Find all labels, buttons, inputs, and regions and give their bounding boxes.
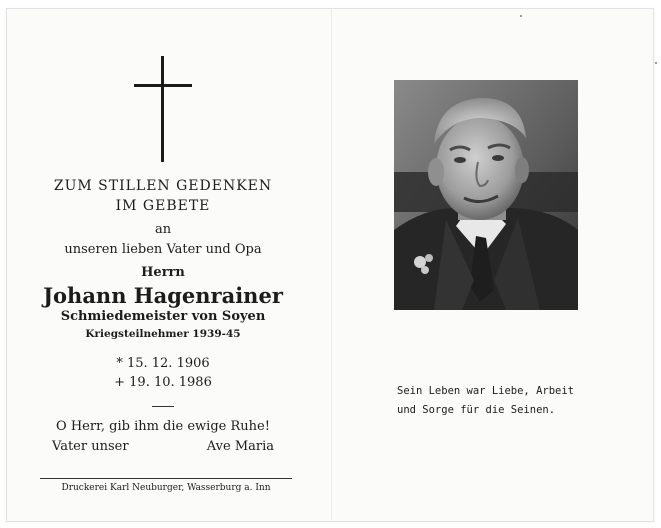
- salutation: Herrn: [141, 265, 185, 280]
- life-dates: [35, 354, 291, 392]
- war-note: Kriegsteilnehmer 1939-45: [85, 328, 241, 340]
- motto-line-1: Sein Leben war Liebe, Arbeit: [397, 385, 575, 397]
- heading-line-1: ZUM STILLEN GEDENKEN: [53, 178, 273, 194]
- divider: [152, 406, 174, 407]
- cross-icon: [134, 56, 192, 162]
- heading-line-2: IM GEBETE: [115, 198, 211, 214]
- prayers-row: [35, 437, 291, 457]
- motto-line-2: und Sorge für die Seinen.: [397, 404, 556, 416]
- death-date: + 19. 10. 1986: [114, 375, 212, 390]
- printer-rule: [40, 478, 292, 479]
- card-fold: [331, 8, 332, 520]
- intro-relation: unseren lieben Vater und Opa: [64, 242, 262, 257]
- prayer-vater-unser: Vater unser: [52, 439, 129, 454]
- intro-an: an: [154, 222, 172, 237]
- birth-date: * 15. 12. 1906: [116, 356, 210, 371]
- motto: [397, 382, 597, 420]
- paper-speck: [520, 15, 522, 17]
- paper-speck: [655, 62, 657, 64]
- portrait-photo: [394, 80, 578, 310]
- memorial-text: [35, 176, 291, 457]
- deceased-name: Johann Hagenrainer: [43, 283, 283, 308]
- occupation: Schmiedemeister von Soyen: [60, 309, 266, 324]
- prayer-ave-maria: Ave Maria: [206, 439, 274, 454]
- prayer-line: O Herr, gib ihm die ewige Ruhe!: [56, 419, 270, 434]
- printer-credit: Druckerei Karl Neuburger, Wasserburg a. Inn: [61, 483, 271, 493]
